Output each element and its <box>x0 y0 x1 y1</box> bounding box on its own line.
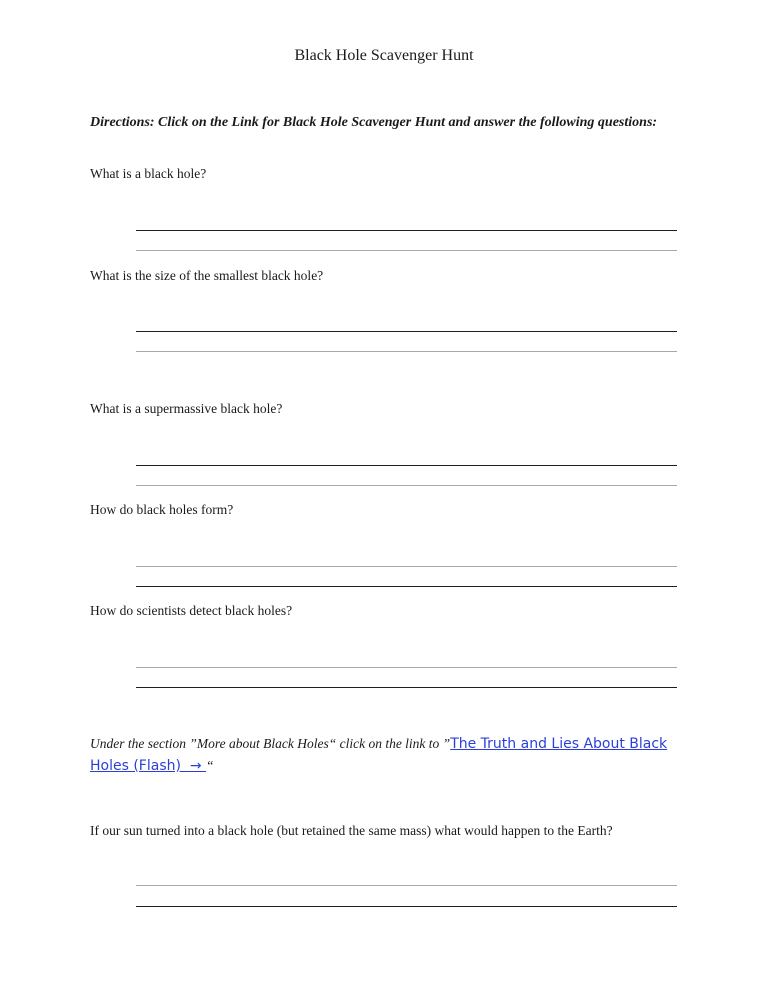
truth-and-lies-link[interactable]: The Truth and Lies About Black Holes (Flash) → <box>90 736 668 774</box>
question-3: What is a supermassive black hole? <box>90 401 283 416</box>
link-instruction-suffix: “ <box>206 758 214 773</box>
answer-line <box>136 250 677 251</box>
answer-line <box>136 465 677 466</box>
answer-line <box>136 485 677 486</box>
answer-line <box>136 885 677 886</box>
question-5: How do scientists detect black holes? <box>90 603 293 618</box>
answer-line <box>136 906 677 907</box>
question-6: If our sun turned into a black hole (but retained the same mass) what would happen to the Earth? <box>90 823 613 838</box>
directions-text: Directions: Click on the Link for Black Hole Scavenger Hunt and answer the following questions: <box>90 115 658 130</box>
answer-line <box>136 667 677 668</box>
page-title: Black Hole Scavenger Hunt <box>294 47 474 64</box>
link-instruction-prefix: Under the section ”More about Black Holes“ click on the link to ” <box>90 736 451 751</box>
question-1: What is a black hole? <box>90 166 207 181</box>
question-2: What is the size of the smallest black hole? <box>90 268 324 283</box>
answer-line <box>136 687 677 688</box>
answer-line <box>136 586 677 587</box>
link-instruction <box>90 733 690 777</box>
answer-line <box>136 566 677 567</box>
question-4: How do black holes form? <box>90 502 234 517</box>
answer-line <box>136 351 677 352</box>
answer-line <box>136 230 677 231</box>
answer-line <box>136 331 677 332</box>
